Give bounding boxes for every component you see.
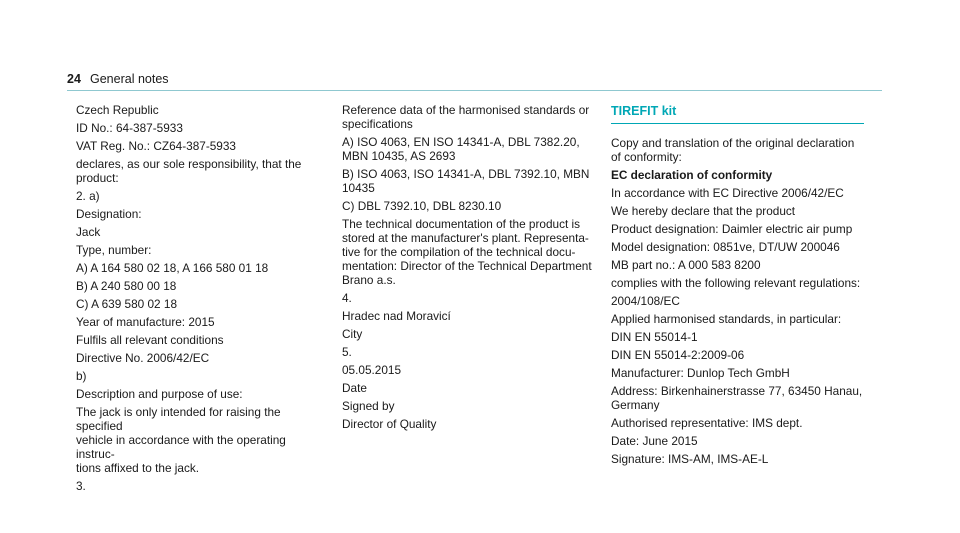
text-line: A) ISO 4063, EN ISO 14341-A, DBL 7382.20, MBN 10435, AS 2693 <box>342 135 580 163</box>
text-line: City <box>342 327 363 341</box>
text-line: Type, number: <box>76 243 152 257</box>
text-line: Product designation: Daimler electric air pump <box>611 222 853 236</box>
section-heading: TIREFIT kit <box>611 104 677 118</box>
text-line: b) <box>76 369 87 383</box>
text-line: C) A 639 580 02 18 <box>76 297 178 311</box>
declaration-heading: EC declaration of conformity <box>611 168 773 182</box>
text-line: MB part no.: A 000 583 8200 <box>611 258 761 272</box>
text-line: Year of manufacture: 2015 <box>76 315 215 329</box>
header-divider <box>67 90 882 91</box>
text-line: declares, as our sole responsibility, that the product: <box>76 157 302 185</box>
page-number: 24 <box>67 72 81 86</box>
text-line: complies with the following relevant regulations: <box>611 276 861 290</box>
text-line: In accordance with EC Directive 2006/42/EC <box>611 186 844 200</box>
text-line: Designation: <box>76 207 142 221</box>
text-line: Address: Birkenhainerstrasse 77, 63450 Hanau, Germany <box>611 384 863 412</box>
text-line: Director of Quality <box>342 417 437 431</box>
middle-column <box>342 103 600 435</box>
text-line: We hereby declare that the product <box>611 204 796 218</box>
text-line: Fulfils all relevant conditions <box>76 333 224 347</box>
text-line: Czech Republic <box>76 103 159 117</box>
text-line: Signature: IMS-AM, IMS-AE-L <box>611 452 769 466</box>
text-line: Hradec nad Moravicí <box>342 309 451 323</box>
text-line: Directive No. 2006/42/EC <box>76 351 210 365</box>
text-line: B) ISO 4063, ISO 14341-A, DBL 7392.10, MBN 10435 <box>342 167 590 195</box>
text-line: B) A 240 580 00 18 <box>76 279 177 293</box>
text-line: Applied harmonised standards, in particular: <box>611 312 842 326</box>
text-line: Date: June 2015 <box>611 434 698 448</box>
text-line: Reference data of the harmonised standards or specifications <box>342 103 590 131</box>
text-line: 5. <box>342 345 352 359</box>
intro-text: Copy and translation of the original declaration of conformity: <box>611 136 855 164</box>
text-line: 2004/108/EC <box>611 294 680 308</box>
text-line: DIN EN 55014-1 <box>611 330 698 344</box>
text-line: Authorised representative: IMS dept. <box>611 416 803 430</box>
text-line: Model designation: 0851ve, DT/UW 200046 <box>611 240 840 254</box>
text-line: Description and purpose of use: <box>76 387 243 401</box>
text-line: 4. <box>342 291 352 305</box>
left-column <box>76 103 326 497</box>
text-line: 3. <box>76 479 86 493</box>
text-line: Jack <box>76 225 101 239</box>
page-header <box>67 72 882 90</box>
text-line: Manufacturer: Dunlop Tech GmbH <box>611 366 790 380</box>
section-title: General notes <box>90 72 169 86</box>
text-line: The technical documentation of the product is stored at the manufacturer's plant. Representa- tive for the compilation of the technical docu- mentation: Director of the Technical Department Brano a.s. <box>342 217 592 287</box>
text-line: Signed by <box>342 399 395 413</box>
text-line: 05.05.2015 <box>342 363 402 377</box>
section-divider <box>611 123 864 124</box>
text-line: The jack is only intended for raising the specified vehicle in accordance with the operating instruc- tions affixed to the jack. <box>76 405 286 475</box>
text-line: 2. a) <box>76 189 100 203</box>
right-column <box>611 104 864 470</box>
text-line: VAT Reg. No.: CZ64-387-5933 <box>76 139 236 153</box>
text-line: Date <box>342 381 367 395</box>
text-line: A) A 164 580 02 18, A 166 580 01 18 <box>76 261 269 275</box>
text-line: DIN EN 55014-2:2009-06 <box>611 348 745 362</box>
text-line: C) DBL 7392.10, DBL 8230.10 <box>342 199 502 213</box>
text-line: ID No.: 64-387-5933 <box>76 121 183 135</box>
